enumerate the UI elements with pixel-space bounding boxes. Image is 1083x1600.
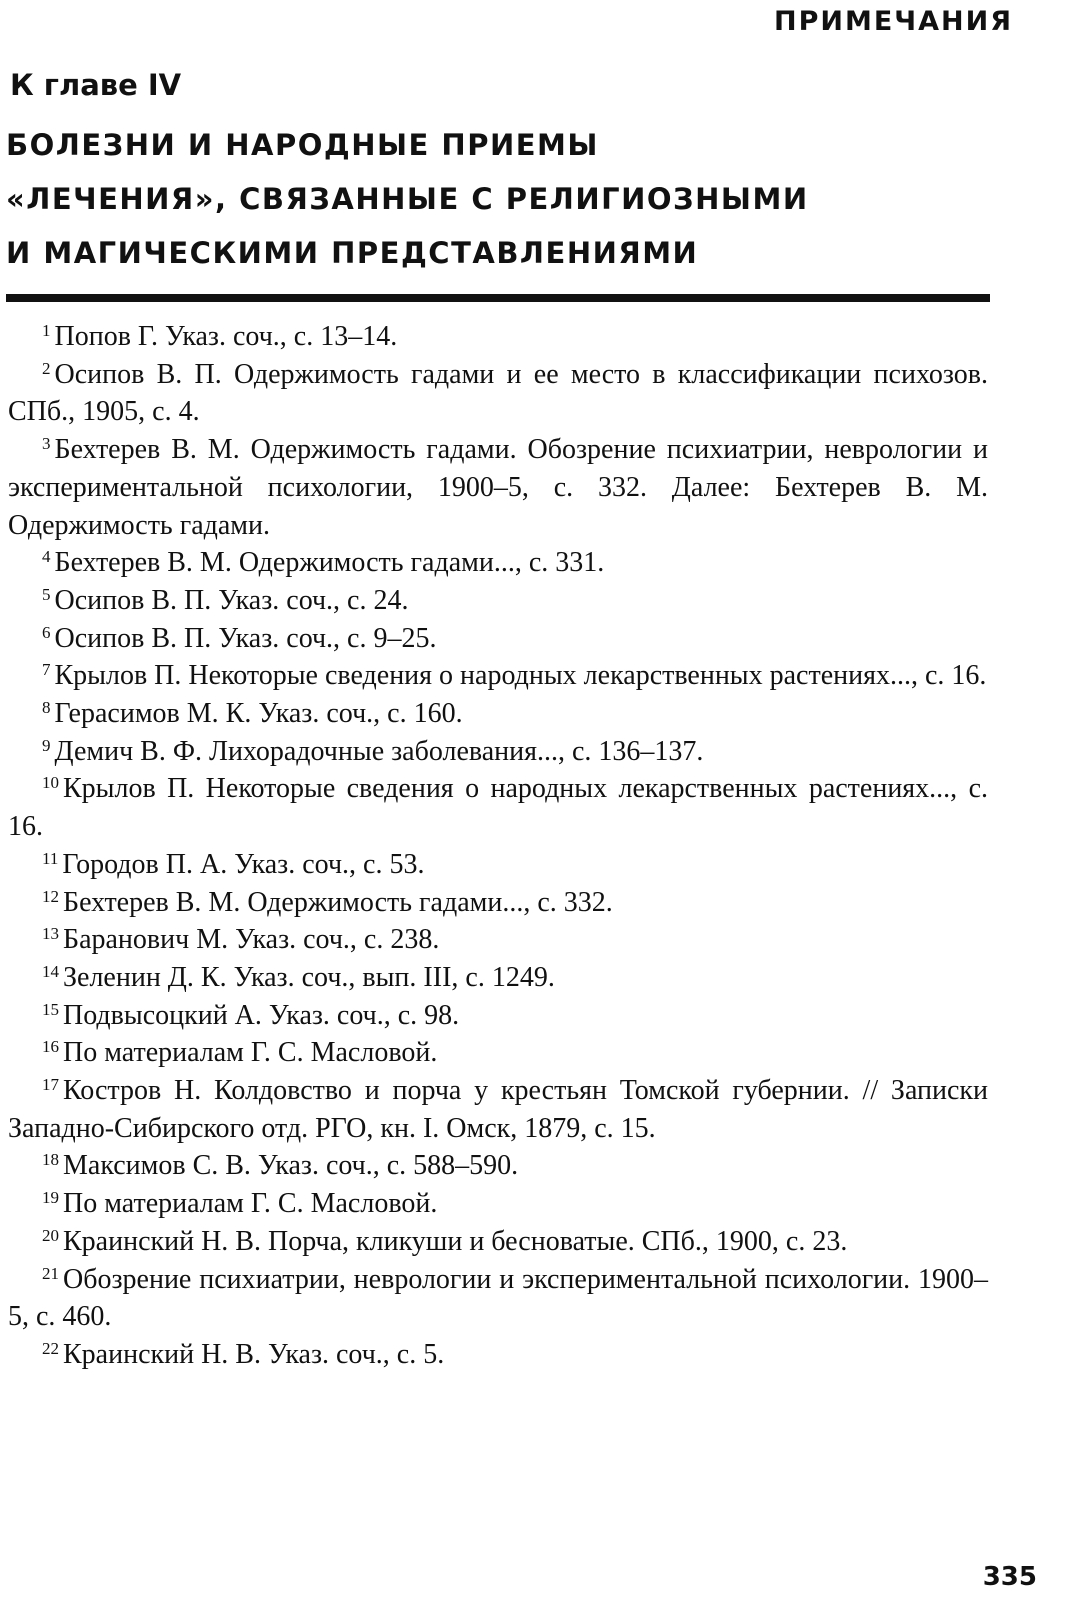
note-number: 1	[42, 321, 51, 340]
note-item	[8, 1185, 988, 1223]
chapter-title-line: И МАГИЧЕСКИМИ ПРЕДСТАВЛЕНИЯМИ	[6, 236, 699, 270]
note-item	[8, 733, 988, 771]
note-text: Обозрение психиатрии, неврологии и экспериментальной психологии. 1900–5, с. 460.	[8, 1263, 988, 1333]
note-item	[8, 1147, 988, 1185]
note-item	[8, 1034, 988, 1072]
note-item	[8, 582, 988, 620]
note-item	[8, 318, 988, 356]
note-item	[8, 657, 988, 695]
note-number: 19	[42, 1188, 59, 1208]
note-number: 16	[42, 1037, 59, 1057]
note-item	[8, 620, 988, 658]
note-item	[8, 846, 988, 884]
note-number: 6	[42, 622, 51, 642]
note-number: 22	[42, 1338, 59, 1358]
note-text: Крылов П. Некоторые сведения о народных лекарственных растениях..., с. 16.	[54, 660, 987, 692]
note-number: 8	[42, 698, 51, 718]
note-number: 18	[42, 1150, 59, 1170]
note-text: Демич В. Ф. Лихорадочные заболевания..., с. 136–137.	[54, 735, 704, 767]
note-number: 7	[42, 660, 51, 680]
note-text: Герасимов М. К. Указ. соч., с. 160.	[54, 698, 463, 730]
note-number: 2	[42, 358, 51, 378]
note-item	[8, 770, 988, 845]
note-text: Костров Н. Колдовство и порча у крестьян Томской губернии. // Записки Западно-Сибирского отд. РГО, кн. I. Омск, 1879, с. 15.	[8, 1075, 988, 1144]
page-number: 335	[982, 1562, 1037, 1592]
chapter-label: К главе IV	[10, 68, 182, 102]
running-head: ПРИМЕЧАНИЯ	[774, 6, 1013, 37]
note-item	[8, 997, 988, 1035]
note-item	[8, 1261, 988, 1336]
note-text: Краинский Н. В. Указ. соч., с. 5.	[63, 1338, 445, 1370]
note-text: По материалам Г. С. Масловой.	[63, 1188, 438, 1220]
note-number: 12	[42, 886, 59, 906]
notes-list	[8, 318, 988, 1374]
note-item	[8, 1336, 988, 1374]
note-text: Бехтерев В. М. Одержимость гадами. Обозрение психиатрии, неврологии и экспериментальной психологии, 1900–5, с. 332. Далее: Бехтерев В. М. Одержимость гадами.	[8, 434, 988, 541]
note-text: Городов П. А. Указ. соч., с. 53.	[62, 848, 425, 880]
note-text: Крылов П. Некоторые сведения о народных лекарственных растениях..., с. 16.	[8, 773, 988, 843]
note-item	[8, 544, 988, 582]
note-number: 5	[42, 584, 51, 604]
note-text: Баранович М. Указ. соч., с. 238.	[63, 924, 440, 956]
note-text: Осипов В. П. Указ. соч., с. 9–25.	[54, 622, 437, 654]
note-number: 11	[42, 848, 59, 868]
title-rule	[6, 294, 990, 302]
note-number: 9	[42, 735, 51, 755]
note-text: По материалам Г. С. Масловой.	[63, 1037, 438, 1069]
note-number: 15	[42, 999, 59, 1019]
note-item	[8, 884, 988, 922]
note-text: Бехтерев В. М. Одержимость гадами..., с. 331.	[54, 547, 605, 579]
note-number: 10	[42, 773, 59, 793]
note-text: Подвысоцкий А. Указ. соч., с. 98.	[63, 999, 460, 1031]
note-item	[8, 921, 988, 959]
note-number: 13	[42, 924, 59, 944]
note-number: 4	[42, 547, 51, 567]
note-number: 20	[42, 1225, 59, 1245]
note-item	[8, 695, 988, 733]
note-text: Зеленин Д. К. Указ. соч., вып. III, с. 1249.	[63, 961, 555, 993]
chapter-title	[6, 118, 1006, 280]
note-number: 3	[42, 434, 51, 454]
note-item	[8, 356, 988, 431]
note-text: Максимов С. В. Указ. соч., с. 588–590.	[63, 1150, 519, 1182]
note-text: Краинский Н. В. Порча, кликуши и бесноватые. СПб., 1900, с. 23.	[63, 1225, 848, 1257]
note-item	[8, 1223, 988, 1261]
note-number: 21	[42, 1263, 59, 1283]
note-number: 17	[42, 1075, 59, 1095]
note-item	[8, 1072, 988, 1147]
chapter-title-line: БОЛЕЗНИ И НАРОДНЫЕ ПРИЕМЫ	[6, 128, 599, 162]
note-text: Осипов В. П. Указ. соч., с. 24.	[54, 584, 409, 616]
note-text: Попов Г. Указ. соч., с. 13–14.	[54, 321, 398, 352]
note-item	[8, 959, 988, 997]
note-text: Осипов В. П. Одержимость гадами и ее место в классификации психозов. СПб., 1905, с. 4.	[8, 358, 988, 428]
note-text: Бехтерев В. М. Одержимость гадами..., с. 332.	[63, 886, 613, 918]
chapter-title-line: «ЛЕЧЕНИЯ», СВЯЗАННЫЕ С РЕЛИГИОЗНЫМИ	[6, 182, 809, 216]
note-item	[8, 431, 988, 544]
note-number: 14	[42, 961, 59, 981]
